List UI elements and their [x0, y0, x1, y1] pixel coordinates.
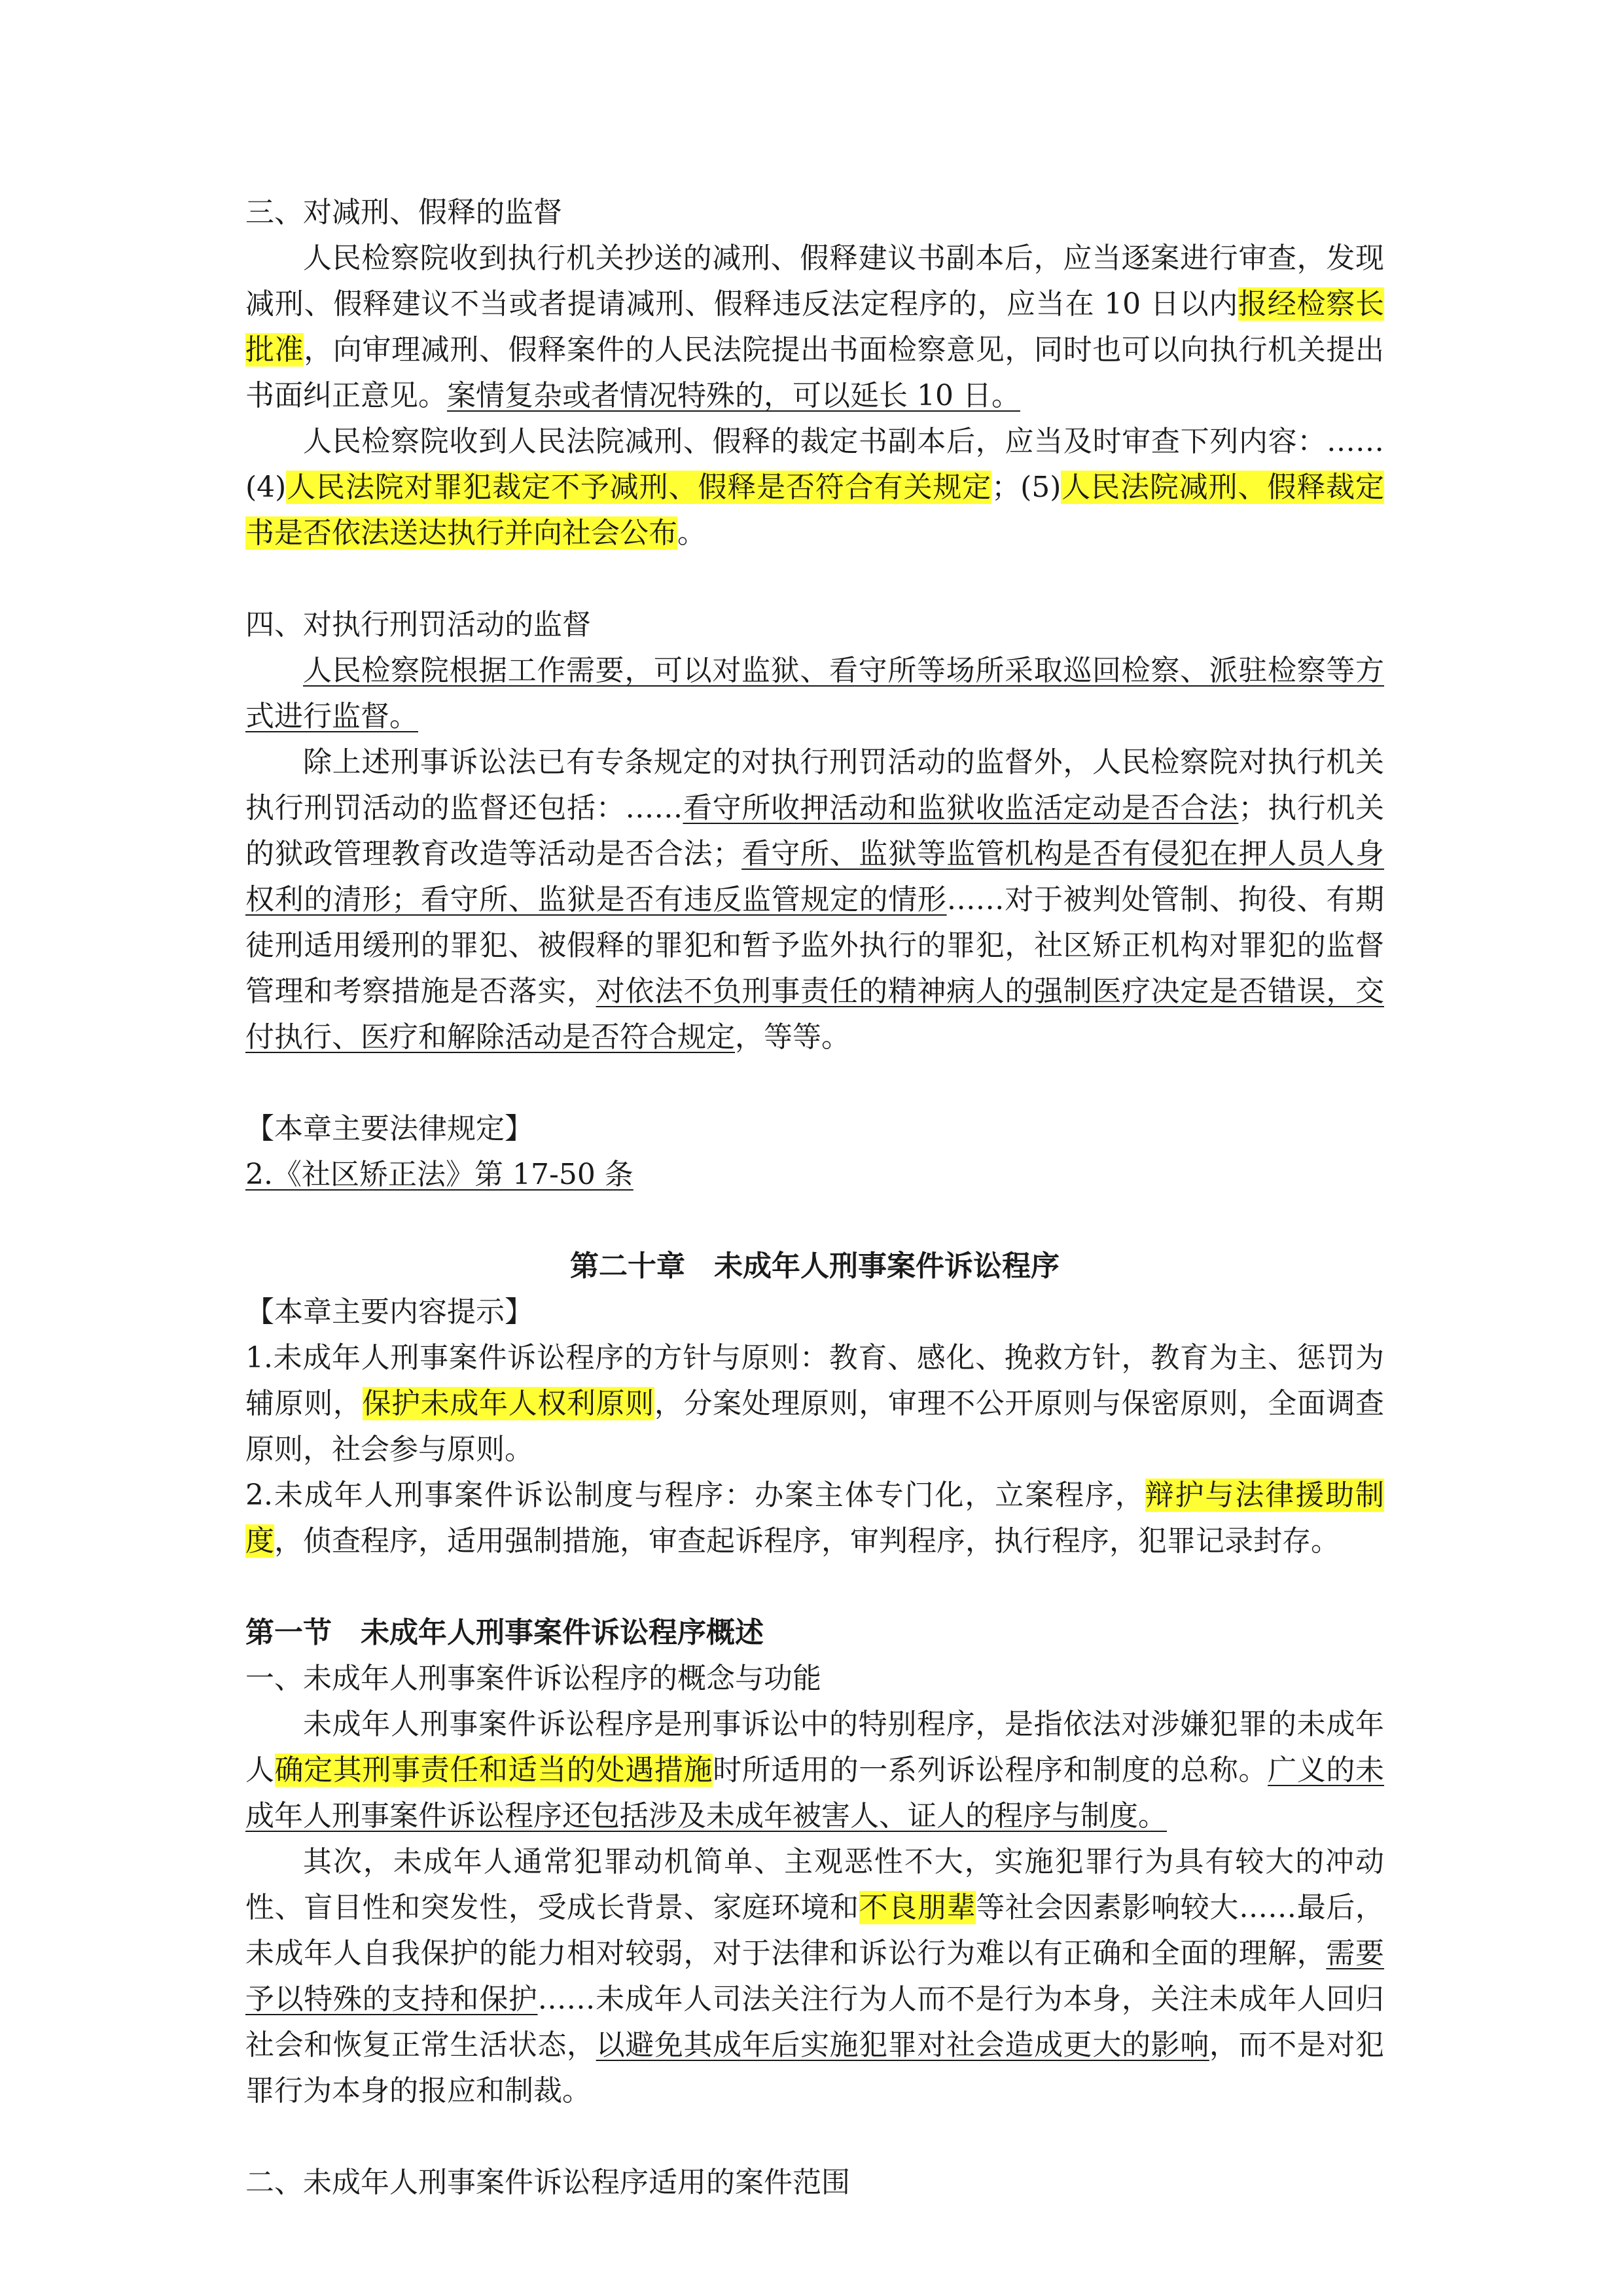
text-run: ；(5): [991, 471, 1061, 504]
text-run: 时所适用的一系列诉讼程序和制度的总称。: [713, 1753, 1268, 1787]
highlighted-text: 辩护与法律援助制度: [245, 1479, 1384, 1558]
spacer: [245, 1198, 1384, 1244]
section-title: 第一节 未成年人刑事案件诉讼程序概述: [245, 1616, 764, 1649]
highlighted-text: 人民法院对罪犯裁定不予减刑、假释是否符合有关规定: [286, 471, 992, 504]
text-run: 1.未成年人刑事案件诉讼程序的方针与原则：教育、感化、挽救方针，教育为主、惩罚为辅原则，: [245, 1341, 1384, 1420]
laws-heading: 【本章主要法律规定】: [245, 1112, 533, 1145]
spacer: [245, 1564, 1384, 1610]
text-run: ，等等。: [735, 1020, 850, 1054]
text-run: ；执行机关的狱政管理教育改造等活动是否合法；: [245, 791, 1385, 870]
text-run: ……未成年人司法关注行为人而不是行为本身，关注未成年人回归社会和恢复正常生活状态，: [245, 1982, 1385, 2062]
underlined-text: 案情复杂或者情况特殊的，可以延长 10 日。: [447, 379, 1020, 412]
underlined-text: 看守所收押活动和监狱收监活定动是否合法: [683, 791, 1239, 825]
hint-heading: 【本章主要内容提示】: [245, 1295, 533, 1329]
highlighted-text: 不良朋辈: [859, 1891, 976, 1924]
spacer: [245, 556, 1384, 602]
text-run: 人民检察院收到人民法院减刑、假释的裁定书副本后，应当及时审查下列内容：……(4): [245, 425, 1384, 504]
paragraph: [245, 1702, 1384, 1839]
document-page: [245, 190, 1384, 2206]
hint-item: [245, 1335, 1384, 1473]
subsection-heading: 二、未成年人刑事案件诉讼程序适用的案件范围: [245, 2166, 850, 2199]
underlined-text: 广义的未成年人刑事案件诉讼程序还包括涉及未成年被害人、证人的程序与制度。: [245, 1753, 1385, 1833]
text-run: 人民检察院收到执行机关抄送的减刑、假释建议书副本后，应当逐案进行审查，发现减刑、假释建议不当或者提请减刑、假释违反法定程序的，应当在 10 日以内: [245, 242, 1384, 321]
underlined-text: 以避免其成年后实施犯罪对社会造成更大的影响: [596, 2028, 1209, 2062]
underlined-text: 需要予以特殊的支持和保护: [245, 1937, 1385, 2016]
text-run: ，侦查程序，适用强制措施，审查起诉程序，审判程序，执行程序，犯罪记录封存。: [274, 1524, 1340, 1558]
paragraph: [245, 419, 1384, 556]
section-heading: 三、对减刑、假释的监督: [245, 196, 562, 229]
text-run: ，分案处理原则，审理不公开原则与保密原则，全面调查原则，社会参与原则。: [245, 1387, 1385, 1466]
paragraph: [245, 648, 1384, 740]
text-run: 2.未成年人刑事案件诉讼制度与程序：办案主体专门化，立案程序，: [245, 1479, 1145, 1512]
text-run: 其次，未成年人通常犯罪动机简单、主观恶性不大，实施犯罪行为具有较大的冲动性、盲目性和突发性，受成长背景、家庭环境和: [245, 1845, 1384, 1924]
section-heading: 四、对执行刑罚活动的监督: [245, 608, 591, 641]
highlighted-text: 保护未成年人权利原则: [362, 1387, 654, 1420]
text-run: ……对于被判处管制、拘役、有期徒刑适用缓刑的罪犯、被假释的罪犯和暂予监外执行的罪犯，社区矫正机构对罪犯的监督管理和考察措施是否落实，: [245, 883, 1385, 1008]
law-reference: 2.《社区矫正法》第 17-50 条: [245, 1158, 633, 1191]
paragraph: [245, 740, 1384, 1060]
chapter-title: 第二十章 未成年人刑事案件诉讼程序: [570, 1249, 1060, 1283]
highlighted-text: 报经检察长批准: [245, 287, 1384, 367]
text-run: 等社会因素影响较大……最后，未成年人自我保护的能力相对较弱，对于法律和诉讼行为难以有正确和全面的理解，: [245, 1891, 1385, 1970]
paragraph: [245, 1839, 1384, 2114]
underlined-text: 看守所、监狱等监管机构是否有侵犯在押人员人身权利的清形；看守所、监狱是否有违反监管规定的情形: [245, 837, 1385, 916]
hint-item: [245, 1473, 1384, 1564]
underlined-text: 人民检察院根据工作需要，可以对监狱、看守所等场所采取巡回检察、派驻检察等方式进行监督。: [245, 654, 1384, 733]
underlined-text: 对依法不负刑事责任的精神病人的强制医疗决定是否错误，交付执行、医疗和解除活动是否符合规定: [245, 975, 1384, 1054]
spacer: [245, 1060, 1384, 1106]
text-run: ，而不是对犯罪行为本身的报应和制裁。: [245, 2028, 1385, 2108]
text-run: 除上述刑事诉讼法已有专条规定的对执行刑罚活动的监督外，人民检察院对执行机关执行刑罚活动的监督还包括：……: [245, 745, 1384, 825]
text-run: ，向审理减刑、假释案件的人民法院提出书面检察意见，同时也可以向执行机关提出书面纠正意见。: [245, 333, 1384, 412]
subsection-heading: 一、未成年人刑事案件诉讼程序的概念与功能: [245, 1662, 821, 1695]
paragraph: [245, 236, 1384, 419]
text-run: 未成年人刑事案件诉讼程序是刑事诉讼中的特别程序，是指依法对涉嫌犯罪的未成年人: [245, 1708, 1384, 1787]
highlighted-text: 确定其刑事责任和适当的处遇措施: [274, 1753, 713, 1787]
spacer: [245, 2114, 1384, 2160]
highlighted-text: 人民法院减刑、假释裁定书是否依法送达执行并向社会公布: [245, 471, 1384, 550]
text-run: 。: [677, 516, 706, 550]
